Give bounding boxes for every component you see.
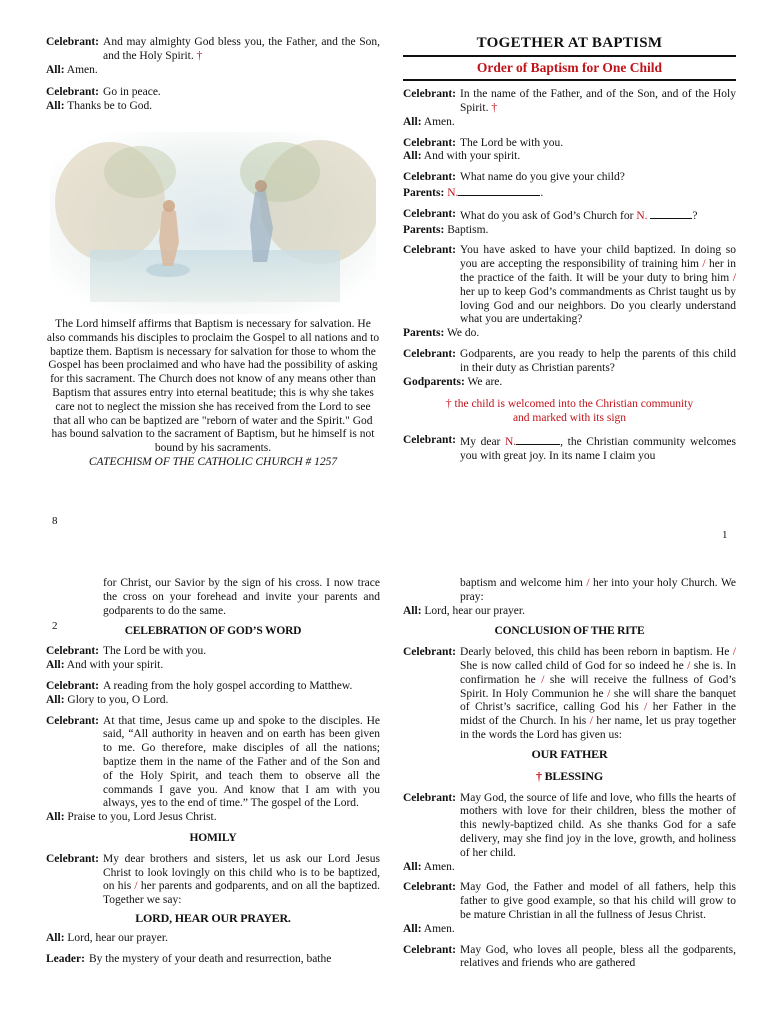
godparents-blessing-entry xyxy=(403,944,736,972)
booklet-title: TOGETHER AT BAPTISM xyxy=(476,35,663,51)
slash-mark: / xyxy=(541,673,545,686)
response-text: Amen. xyxy=(423,922,455,935)
slash-mark: / xyxy=(732,271,737,284)
response-text: Amen. xyxy=(423,115,455,128)
name-blank xyxy=(458,185,540,196)
speaker-label: Leader: xyxy=(46,953,85,966)
entry-text: A reading from the holy gospel according to Matthew. xyxy=(103,679,353,692)
entry-text: My dear xyxy=(460,435,501,448)
response-text: And with your spirit. xyxy=(66,659,164,672)
entry-text: her in the practice of the faith. It will be your duty to bring him xyxy=(460,258,736,284)
entry-text: The Lord be with you. xyxy=(460,136,564,149)
response-text: Baptism. xyxy=(447,223,489,236)
gospel-reading-entry xyxy=(46,715,380,825)
blessing-heading xyxy=(403,769,736,783)
homily-entry xyxy=(46,853,380,908)
page-2 xyxy=(46,577,380,974)
lord-be-with-you-entry xyxy=(46,645,380,673)
response-text: Praise to you, Lord Jesus Christ. xyxy=(67,811,217,824)
speaker-label: Celebrant: xyxy=(46,714,100,727)
page-number: 1 xyxy=(722,529,728,541)
slash-mark: / xyxy=(644,701,648,714)
mother-blessing-entry xyxy=(403,792,736,875)
page-7 xyxy=(403,577,736,978)
response-text: We do. xyxy=(446,327,480,340)
ask-question-entry xyxy=(403,208,736,238)
speaker-label: Celebrant: xyxy=(46,679,100,692)
response-text: Lord, hear our prayer. xyxy=(67,932,168,945)
response-label: All: xyxy=(46,693,65,706)
cross-mark: † xyxy=(491,101,498,114)
response-label: All: xyxy=(46,811,65,824)
father-blessing-entry xyxy=(403,881,736,936)
booklet-subtitle: Order of Baptism for One Child xyxy=(476,60,663,75)
baptism-painting-icon xyxy=(50,132,376,314)
entry-text: Dearly beloved, this child has been reborn in baptism. He xyxy=(460,646,730,659)
response-label: All: xyxy=(46,659,65,672)
entry-text: In the name of the Father, and of the Son, and of the Holy Spirit. xyxy=(460,88,736,114)
speaker-label: Celebrant: xyxy=(403,244,457,257)
slash-mark: / xyxy=(702,258,706,271)
section-heading: CELEBRATION OF GOD’S WORD xyxy=(124,624,302,637)
entry-text: Godparents, are you ready to help the parents of this child in their duty as Christian parents? xyxy=(460,347,736,374)
response-text: Glory to you, O Lord. xyxy=(67,693,169,706)
page-number: 8 xyxy=(52,515,58,527)
response-label: All: xyxy=(403,922,422,935)
name-placeholder: N. xyxy=(504,435,517,448)
entry-text: What name do you give your child? xyxy=(460,171,625,184)
subtitle-rule xyxy=(403,79,736,81)
response-label: All: xyxy=(403,115,422,128)
entry-text: My dear brothers and sisters, let us ask our Lord Jesus Christ to look lovingly on this child who is to be baptized, on his xyxy=(103,852,380,893)
speaker-label: Celebrant: xyxy=(403,791,457,804)
entry-text: she is. In confirmation he xyxy=(460,659,737,686)
response-text: Amen. xyxy=(66,63,98,76)
continued-text: her into your holy Church. We pray: xyxy=(460,577,736,603)
entry-text: her up to keep God’s commandments as Christ taught us by loving God and our neighbors. Do you clearly understand what you are undertaking? xyxy=(460,285,736,326)
response-label: All: xyxy=(403,604,422,617)
greeting-entry xyxy=(403,88,736,129)
slash-mark: / xyxy=(134,880,138,893)
leader-entry xyxy=(46,953,380,967)
response-text: We are. xyxy=(467,375,503,388)
rubric-line: and marked with its sign xyxy=(512,412,627,425)
entry-text: By the mystery of your death and resurrection, bathe xyxy=(88,953,332,966)
entry-text: , the Christian community welcomes you with great joy. In its name I claim you xyxy=(460,435,736,462)
response-label: All: xyxy=(403,150,422,163)
conclusion-entry xyxy=(403,646,736,743)
entry-text: What do you ask of God’s Church for xyxy=(460,209,634,222)
name-placeholder: N. xyxy=(447,186,459,199)
entry-text: The Lord be with you. xyxy=(103,645,207,658)
catechism-citation: CATECHISM OF THE CATHOLIC CHURCH # 1257 xyxy=(88,455,338,468)
continued-text: baptism and welcome him xyxy=(460,577,583,589)
entry-text: her Father in the midst of the Church. In his xyxy=(460,701,737,728)
blessing-text: And may almighty God bless you, the Father, and the Son, and the Holy Spirit. xyxy=(103,36,380,62)
baptism-illustration xyxy=(50,132,376,314)
title-rule xyxy=(403,55,736,57)
slash-mark: / xyxy=(586,577,590,589)
speaker-label: Celebrant: xyxy=(46,36,100,48)
response-label: All: xyxy=(46,63,65,76)
page-1 xyxy=(403,34,736,471)
page-number: 2 xyxy=(52,620,58,633)
name-placeholder: N. xyxy=(636,209,648,222)
entry-text: her parents and godparents, and on all the baptized. Together we say: xyxy=(103,880,381,907)
section-heading: CONCLUSION OF THE RITE xyxy=(494,625,645,638)
punct: . xyxy=(540,186,544,199)
speaker-label: Celebrant: xyxy=(403,347,457,360)
welcome-entry xyxy=(403,434,736,464)
section-heading: HOMILY xyxy=(189,831,237,844)
lord-be-with-you-entry xyxy=(403,137,736,165)
speaker-label: Celebrant: xyxy=(403,88,457,101)
speaker-label: Celebrant: xyxy=(403,433,457,446)
entry-text: her name, let us pray together in the words the Lord has given us: xyxy=(460,715,737,741)
gospel-intro-entry xyxy=(46,680,380,708)
speaker-label: Celebrant: xyxy=(46,86,100,99)
responsibility-entry xyxy=(403,244,736,341)
response-text: Amen. xyxy=(423,860,455,873)
response-label: Parents: xyxy=(403,327,445,340)
name-question-entry xyxy=(403,171,736,201)
entry-text: You have asked to have your child baptized. In doing so you are accepting the responsibility of training him xyxy=(460,244,736,271)
slash-mark: / xyxy=(687,659,691,672)
entry-text: she will receive the fullness of God’s Spirit. In Holy Communion he xyxy=(460,673,736,700)
speaker-label: Celebrant: xyxy=(403,646,457,659)
rubric-line: † the child is welcomed into the Christian community xyxy=(445,398,694,411)
speaker-label: Celebrant: xyxy=(46,645,100,658)
dismissal-entry xyxy=(46,86,380,114)
entry-text: At that time, Jesus came up and spoke to the disciples. He said, “All authority in heaven and on earth has been given to me. Go therefore, make disciples of all the nations; baptize them in the name of the Father and of the Son and of the Holy Spirit, and teach them to observe all the commands I gave you. And know that I am with you always, yes to the end of time.” The gospel of the Lord. xyxy=(103,714,380,810)
name-blank xyxy=(516,434,560,445)
speaker-label: Celebrant: xyxy=(403,136,457,149)
response-label: Godparents: xyxy=(403,375,465,388)
entry-text: May God, the source of life and love, who fills the hearts of mothers with love for their children, bless the mother of this newly-baptized child. As she thanks God for a safe delivery, may she find joy in the love, growth, and holiness of her child. xyxy=(460,791,736,859)
punct: ? xyxy=(692,209,698,222)
speaker-label: Celebrant: xyxy=(46,852,100,865)
heading-text: BLESSING xyxy=(544,769,604,784)
blessing-entry xyxy=(46,36,380,77)
slash-mark: / xyxy=(607,687,611,700)
response-text: Thanks be to God. xyxy=(67,100,153,113)
response-text: Lord, hear our prayer. xyxy=(424,604,525,617)
response-label: Parents: xyxy=(403,186,445,199)
catechism-quote: The Lord himself affirms that Baptism is necessary for salvation. He also commands his disciples to proclaim the Gospel to all nations and to baptize them. Baptism is necessary for salvation for those to whom the Gospel has been proclaimed and who have had the possibility of asking for this sacrament. The Church does not know of any means other than Baptism that assures entry into eternal beatitude; this is why she takes care not to neglect the mission she has received from the Lord to see that all who can be baptized are "reborn of water and the Spirit." God has bound salvation to the sacrament of Baptism, but he himself is not bound by his sacraments. xyxy=(46,317,380,455)
section-heading: OUR FATHER xyxy=(531,746,608,761)
continued-text: for Christ, our Savior by the sign of his cross. I now trace the cross on your forehead and invite your parents and godparents to do the same. xyxy=(103,577,380,617)
response-label: All: xyxy=(403,860,422,873)
speaker-label: Celebrant: xyxy=(403,881,457,894)
response-label: Parents: xyxy=(403,223,445,236)
slash-mark: / xyxy=(732,646,736,659)
rubric xyxy=(403,398,736,426)
name-blank xyxy=(650,208,692,219)
entry-text: she will share the banquet of Christ’s sacrifice, calling God his xyxy=(460,687,736,714)
dismissal-text: Go in peace. xyxy=(103,86,161,99)
godparents-entry xyxy=(403,348,736,389)
cross-mark: † xyxy=(535,769,542,784)
speaker-label: Celebrant: xyxy=(403,171,457,184)
speaker-label: Celebrant: xyxy=(403,207,457,220)
response-text: And with your spirit. xyxy=(423,150,521,163)
prayer-response xyxy=(46,932,380,946)
speaker-label: Celebrant: xyxy=(403,943,457,956)
response-label: All: xyxy=(46,100,65,113)
slash-mark: / xyxy=(589,715,593,728)
response-label: All: xyxy=(46,932,65,945)
page-8 xyxy=(46,36,380,470)
cross-mark: † xyxy=(196,49,203,62)
entry-text: She is now called child of God for so indeed he xyxy=(460,659,684,672)
section-heading: LORD, HEAR OUR PRAYER. xyxy=(135,910,291,925)
entry-text: May God, who loves all people, bless all the godparents, relatives and friends who are gathered xyxy=(460,943,736,970)
entry-text: May God, the Father and model of all fathers, help this father to give good example, so that his child will grow to be mature Christian in all the fullness of Jesus Christ. xyxy=(460,881,736,921)
